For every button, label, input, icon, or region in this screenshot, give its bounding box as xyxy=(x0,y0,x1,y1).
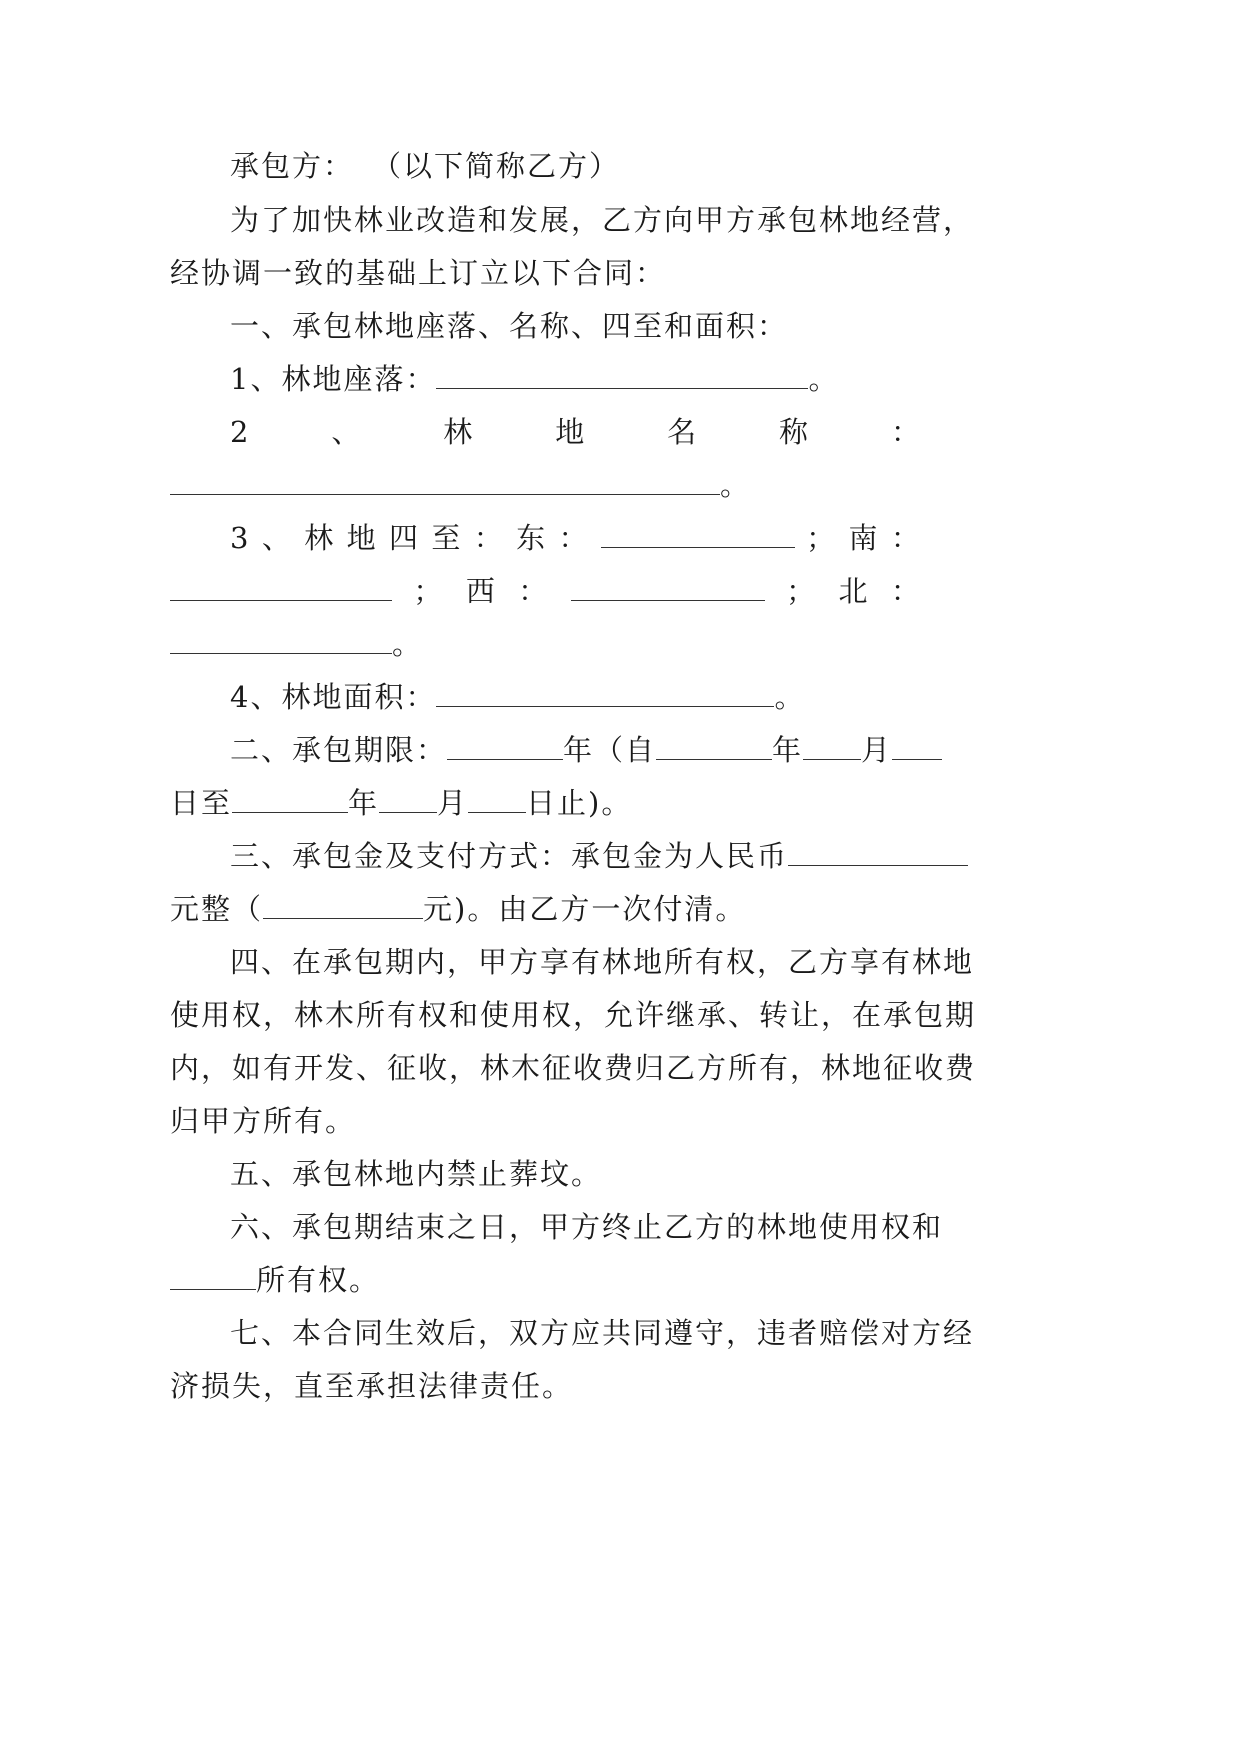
clause-7-line-1: 七、本合同生效后，双方应共同遵守，违者赔偿对方经 xyxy=(230,1316,975,1350)
clause-1-boundaries-line-1: 3 、 林 地 四 至 ： 东 ： ； 南 ： xyxy=(230,521,922,555)
location-blank xyxy=(436,362,808,389)
clause-1-heading: 一、承包林地座落、名称、四至和面积： xyxy=(230,309,789,343)
clause-6-line-1: 六、承包期结束之日，甲方终止乙方的林地使用权和 xyxy=(230,1210,944,1244)
amount-number-blank xyxy=(263,892,423,919)
paragraph-intro-line-1: 为了加快林业改造和发展，乙方向甲方承包林地经营， xyxy=(230,203,975,237)
clause-1-boundaries-line-3: 。 xyxy=(170,624,423,664)
clause-3-line-2: 元整（ 元)。由乙方一次付清。 xyxy=(170,892,747,926)
clause-1-name-blank-line: 。 xyxy=(170,465,751,505)
clause-2-line-1: 二、承包期限： 年（自 年 月 xyxy=(230,730,942,770)
north-blank xyxy=(170,627,392,654)
clause-4-line-2: 使用权，林木所有权和使用权，允许继承、转让，在承包期 xyxy=(170,998,977,1032)
clause-5: 五、承包林地内禁止葬坟。 xyxy=(230,1157,603,1191)
east-blank xyxy=(601,521,795,548)
contractor-label: 承包方： xyxy=(230,149,355,183)
location-label: 1、林地座落： xyxy=(230,362,437,396)
clause-1-area: 4、林地面积： 。 xyxy=(230,680,806,714)
clause-6-line-2: 所有权。 xyxy=(170,1260,380,1300)
start-year-blank xyxy=(656,733,772,760)
amount-words-blank xyxy=(788,839,968,866)
clause-1-name: 2 、 林 地 名 称 ： xyxy=(230,415,922,449)
start-month-blank xyxy=(803,733,861,760)
west-blank xyxy=(571,574,765,601)
end-day-blank xyxy=(468,786,526,813)
clause-2-line-2: 日至 年 月 日止)。 xyxy=(170,786,633,820)
clause-7-line-2: 济损失，直至承担法律责任。 xyxy=(170,1369,574,1403)
clause-1-boundaries-line-2: ； 西 ： ； 北 ： xyxy=(170,571,922,611)
contractor-abbrev: （以下简称乙方） xyxy=(372,149,621,183)
paragraph-intro-line-2: 经协调一致的基础上订立以下合同： xyxy=(170,256,667,290)
clause-4-line-4: 归甲方所有。 xyxy=(170,1104,357,1138)
clause-4-line-3: 内，如有开发、征收，林木征收费归乙方所有，林地征收费 xyxy=(170,1051,977,1085)
contractor-line xyxy=(230,146,620,186)
name-blank xyxy=(170,468,720,495)
south-blank xyxy=(170,574,392,601)
end-month-blank xyxy=(379,786,437,813)
area-blank xyxy=(436,680,774,707)
clause-3-line-1: 三、承包金及支付方式：承包金为人民币 xyxy=(230,836,968,876)
start-day-blank xyxy=(892,733,942,760)
ownership-blank xyxy=(170,1263,256,1290)
term-years-blank xyxy=(447,733,563,760)
clause-1-location: 1、林地座落： 。 xyxy=(230,362,840,396)
clause-4-line-1: 四、在承包期内，甲方享有林地所有权，乙方享有林地 xyxy=(230,945,975,979)
end-year-blank xyxy=(232,786,348,813)
